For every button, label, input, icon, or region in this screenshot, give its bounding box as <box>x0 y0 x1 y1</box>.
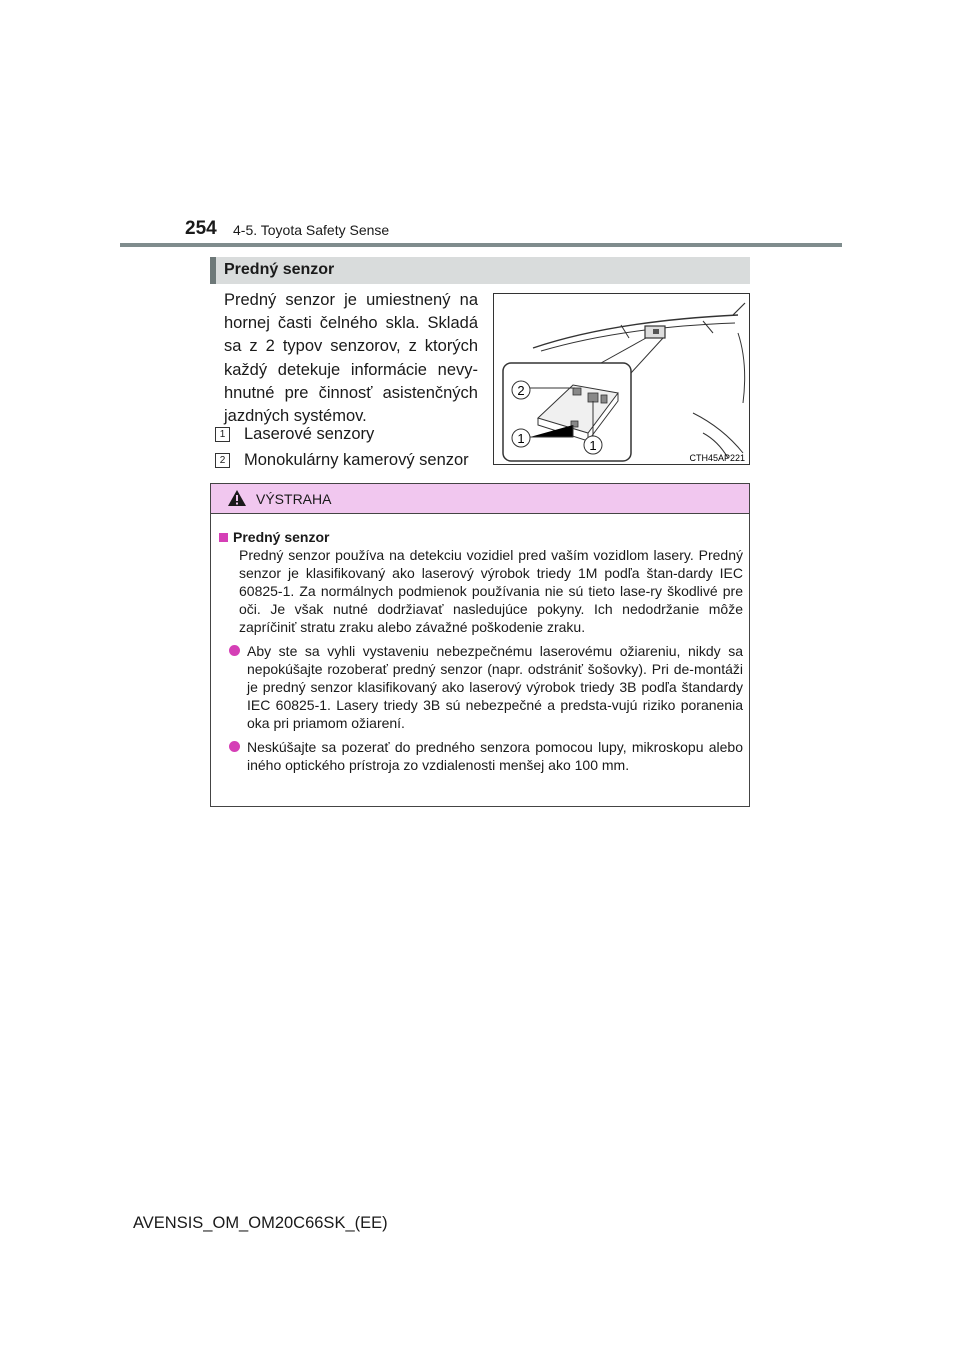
list-item <box>215 425 374 444</box>
warning-subheading <box>219 528 743 546</box>
section-title: 4-5. Toyota Safety Sense <box>233 222 390 238</box>
warning-body <box>219 528 743 774</box>
warning-bullet <box>219 642 743 732</box>
illustration-code: CTH45AP221 <box>689 453 745 463</box>
circle-bullet-icon <box>229 645 240 656</box>
header-rule <box>120 243 842 247</box>
list-item <box>215 451 469 470</box>
page-number: 254 <box>185 218 217 239</box>
warning-box <box>210 483 750 807</box>
section-heading <box>210 257 750 284</box>
item-number-badge: 2 <box>215 453 230 468</box>
item-label: Laserové senzory <box>244 425 375 443</box>
item-label: Monokulárny kamerový senzor <box>244 451 469 469</box>
warning-title: VÝSTRAHA <box>256 491 332 507</box>
front-sensor-illustration <box>493 293 750 465</box>
warning-bullet-text: Aby ste sa vyhli vystaveniu nebezpečnému laserovému ožiareniu, nikdy sa nepokúšajte rozoberať predný senzor (napr. odstrániť šošovky). Pri de-montáži je predný senzor klasifikovaný ako laserový výrobok triedy 3B podľa štandardy IEC 60825-1. Lasery triedy 3B sú nebezpečné a predsta-vujú riziko poranenia oka pri priamom ožiarení. <box>247 643 743 731</box>
circle-bullet-icon <box>229 741 240 752</box>
heading-accent <box>210 257 216 284</box>
square-bullet-icon <box>219 533 228 542</box>
section-heading-label: Predný senzor <box>224 261 335 278</box>
warning-paragraph: Predný senzor používa na detekciu vozidiel pred vaším vozidlom lasery. Predný senzor je klasifikovaný ako laserový výrobok triedy 1M podľa štan-dardy IEC 60825-1. Za normálnych podmienok používania nie sú tieto lase-ry škodlivé pre oči. Je však nutné dodržiavať nasledujúce pokyny. Ich nedodržanie môže zapríčiniť stratu zraku alebo závažné poškodenie zraku. <box>239 547 743 635</box>
item-number-badge: 1 <box>215 427 230 442</box>
footer-doc-code: AVENSIS_OM_OM20C66SK_(EE) <box>133 1214 388 1232</box>
warning-subheading-label: Predný senzor <box>233 529 330 545</box>
callout-1b: 1 <box>589 438 597 453</box>
callout-2: 2 <box>517 383 525 398</box>
warning-header <box>211 484 749 514</box>
warning-triangle-icon <box>227 489 247 507</box>
callout-1a: 1 <box>517 431 525 446</box>
warning-bullet-text: Neskúšajte sa pozerať do predného senzora pomocou lupy, mikroskopu alebo iného optického prístroja zo vzdialenosti menšej ako 100 mm. <box>247 739 743 773</box>
warning-bullet <box>219 738 743 774</box>
intro-paragraph: Predný senzor je umiestnený na hornej časti čelného skla. Skladá sa z 2 typov senzorov, z ktorých každý detekuje informácie nevy-hnutné pre činnosť asistenčných jazdných systémov. <box>224 291 478 426</box>
